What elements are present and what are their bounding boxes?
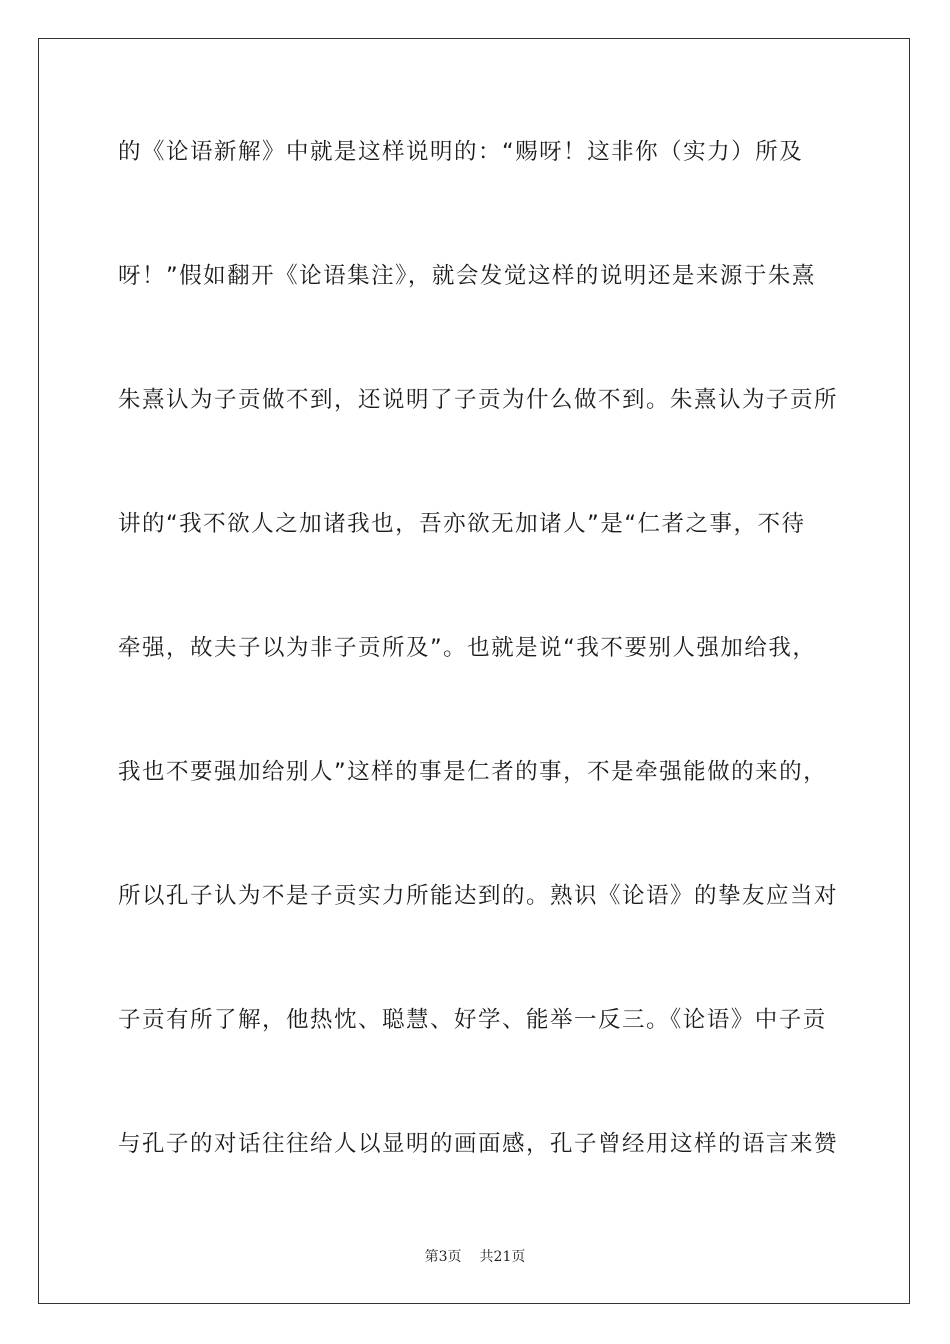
page-total: 共21页 [479,1249,526,1265]
page-number: 第3页 [424,1249,462,1265]
text-line: 朱熹认为子贡做不到，还说明了子贡为什么做不到。朱熹认为子贡所 [118,387,839,413]
text-line: 与孔子的对话往往给人以显明的画面感，孔子曾经用这样的语言来赞 [118,1131,839,1157]
text-line: 所以孔子认为不是子贡实力所能达到的。熟识《论语》的挚友应当对 [118,883,839,909]
text-line: 我也不要强加给别人”这样的事是仁者的事，不是牵强能做的来的， [118,759,828,785]
page-footer [0,1246,950,1266]
text-line: 子贡有所了解，他热忱、聪慧、好学、能举一反三。《论语》中子贡 [118,1007,827,1033]
text-line: 的《论语新解》中就是这样说明的：“赐呀！这非你（实力）所及 [118,139,804,165]
text-line: 牵强，故夫子以为非子贡所及”。也就是说“我不要别人强加给我， [118,635,817,661]
text-line: 讲的“我不欲人之加诸我也，吾亦欲无加诸人”是“仁者之事，不待 [118,511,806,537]
document-body [118,128,838,1244]
text-line: 呀！”假如翻开《论语集注》，就会发觉这样的说明还是来源于朱熹 [118,263,816,289]
